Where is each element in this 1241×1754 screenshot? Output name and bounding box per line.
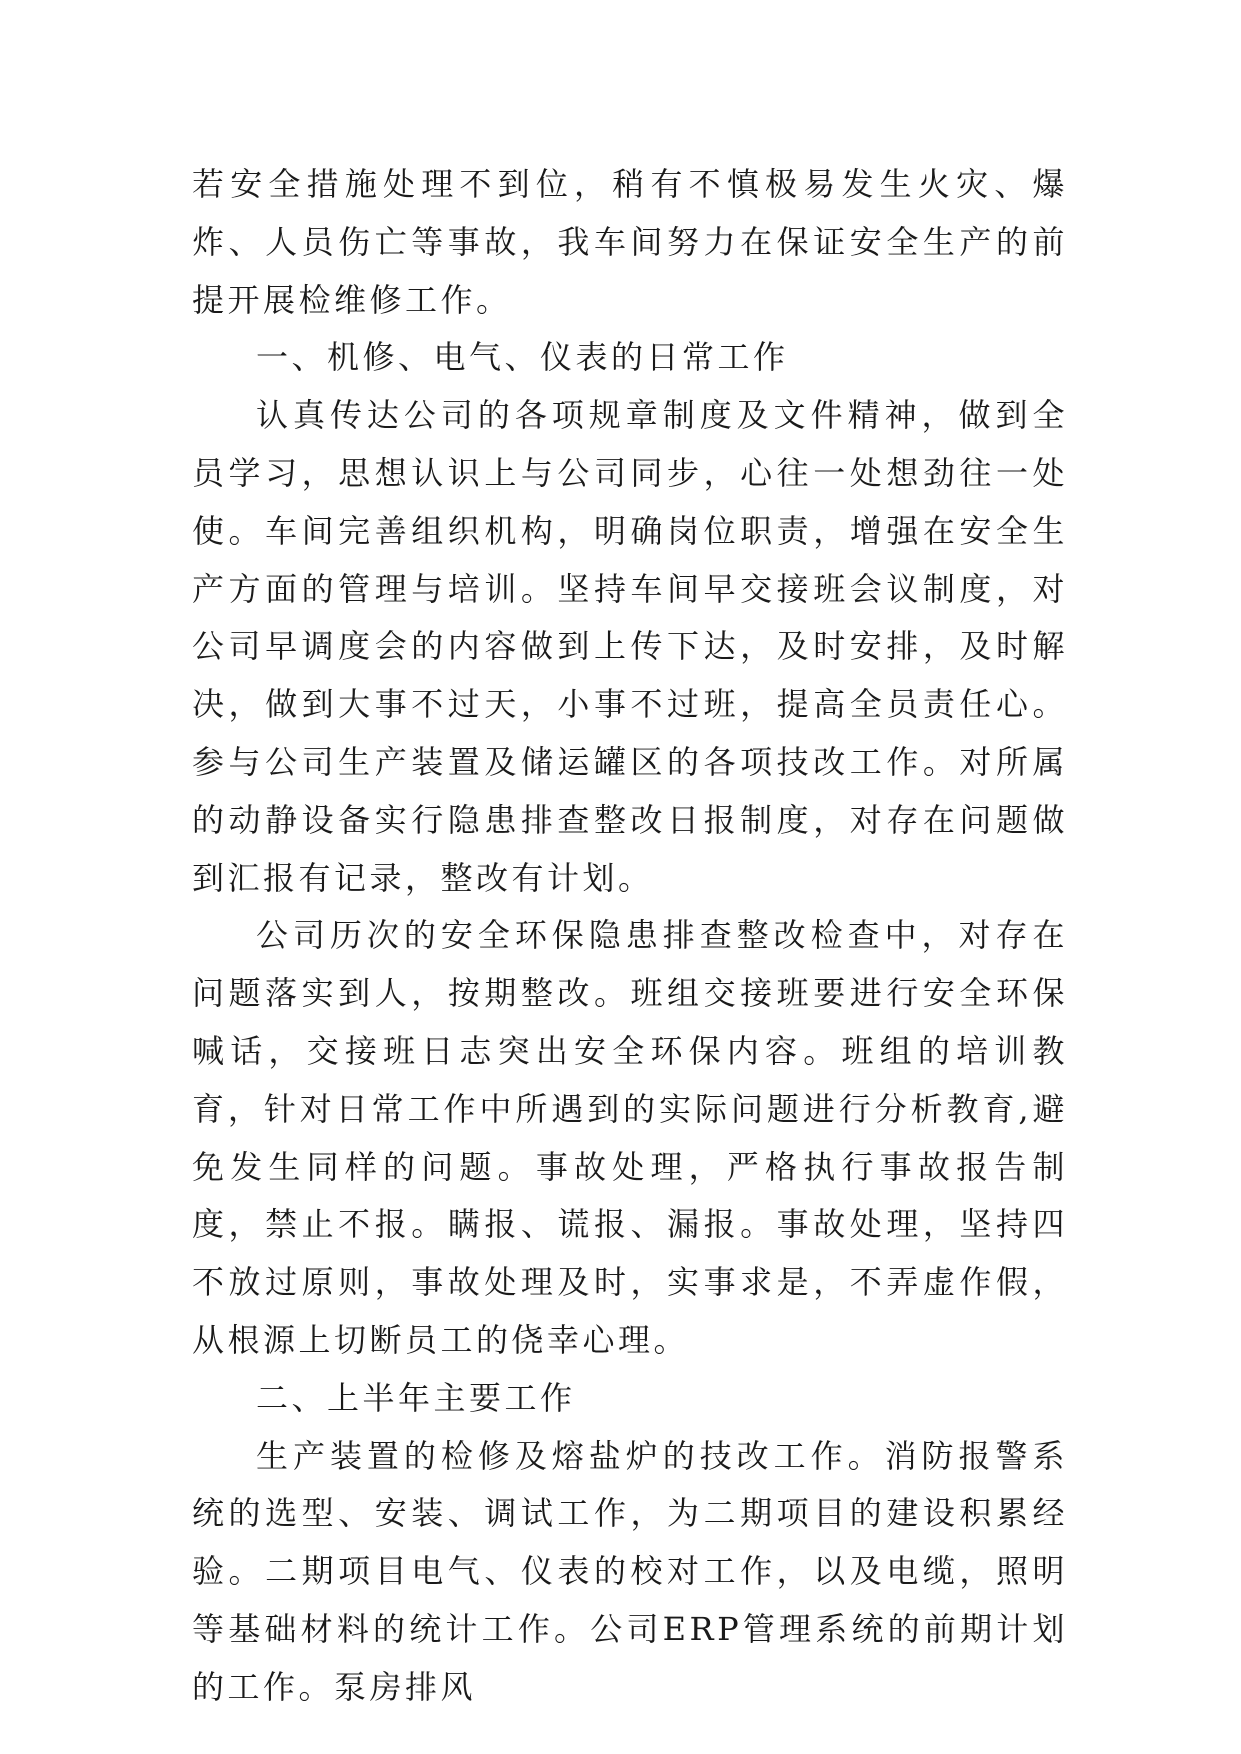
- paragraph-3: 公司历次的安全环保隐患排查整改检查中，对存在问题落实到人，按期整改。班组交接班要进行安全环保喊话，交接班日志突出安全环保内容。班组的培训教育，针对日常工作中所遇到的实际问题进行分析教育,避免发生同样的问题。事故处理，严格执行事故报告制度，禁止不报。瞒报、谎报、漏报。事故处理，坚持四不放过原则，事故处理及时，实事求是，不弄虚作假，从根源上切断员工的侥幸心理。: [192, 916, 1068, 1359]
- paragraph-1: 若安全措施处理不到位，稍有不慎极易发生火灾、爆炸、人员伤亡等事故，我车间努力在保证安全生产的前提开展检维修工作。: [192, 165, 1068, 319]
- paragraph-2: 认真传达公司的各项规章制度及文件精神，做到全员学习，思想认识上与公司同步，心往一处想劲往一处使。车间完善组织机构，明确岗位职责，增强在安全生产方面的管理与培训。坚持车间早交接班会议制度，对公司早调度会的内容做到上传下达，及时安排，及时解决，做到大事不过天，小事不过班，提高全员责任心。参与公司生产装置及储运罐区的各项技改工作。对所属的动静设备实行隐患排查整改日报制度，对存在问题做到汇报有记录，整改有计划。: [192, 396, 1068, 897]
- document-body: [192, 156, 1068, 1717]
- section-heading-2: 二、上半年主要工作: [256, 1378, 576, 1417]
- paragraph-4: 生产装置的检修及熔盐炉的技改工作。消防报警系统的选型、安装、调试工作，为二期项目的建设积累经验。二期项目电气、仪表的校对工作，以及电缆，照明等基础材料的统计工作。公司ERP管理系统的前期计划的工作。泵房排风: [192, 1436, 1068, 1706]
- section-heading-1: 一、机修、电气、仪表的日常工作: [256, 338, 789, 377]
